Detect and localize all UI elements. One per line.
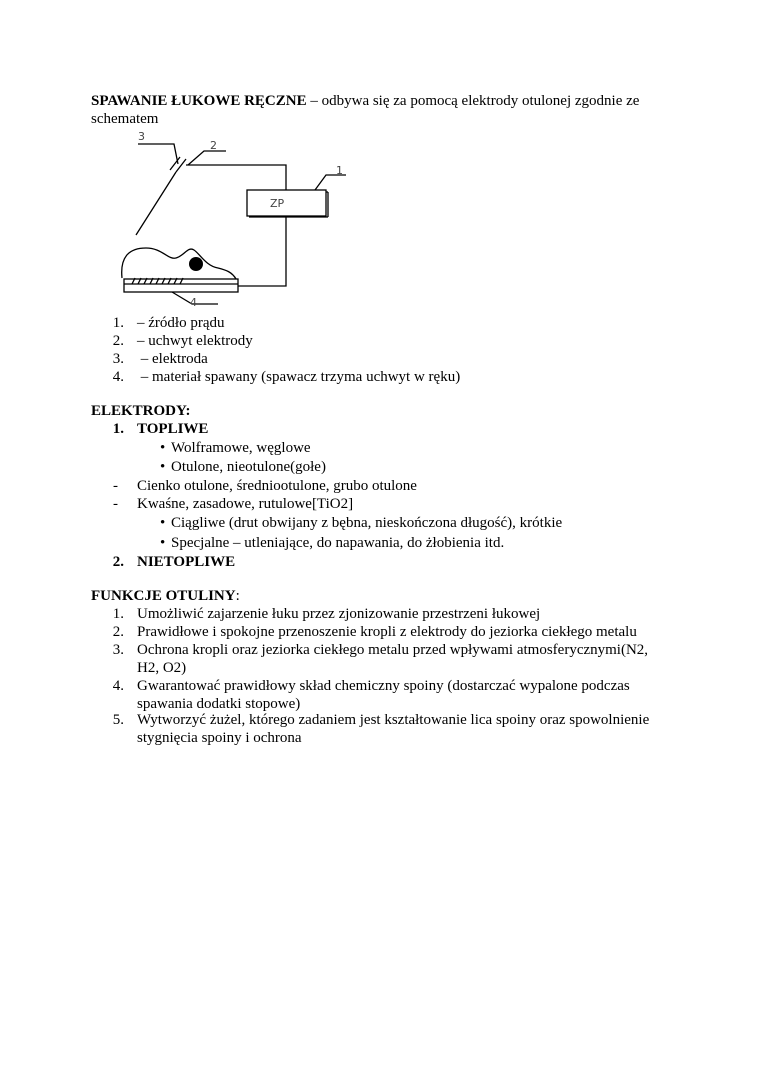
topliwe-num: 1. — [112, 421, 124, 437]
function-num-1: 1. — [112, 606, 124, 622]
legend-num-2: 2. — [112, 333, 124, 349]
function-item-5-line2: stygnięcia spoiny i ochrona — [137, 730, 302, 746]
functions-heading — [91, 587, 240, 605]
function-item-5-line1: Wytworzyć żużel, którego zadaniem jest kształtowanie lica spoiny oraz spowolnienie — [137, 712, 650, 728]
leader-line-1 — [315, 175, 346, 190]
functions-heading-text: FUNKCJE OTULINY — [91, 588, 236, 604]
legend-item-1: – źródło prądu — [137, 315, 225, 331]
legend-num-3: 3. — [112, 351, 124, 367]
legend-item-3: – elektroda — [137, 351, 208, 367]
legend-item-2: – uchwyt elektrody — [137, 333, 253, 349]
bullet-a-2: Otulone, nieotulone(gołe) — [171, 459, 326, 475]
intro-text-line1: – odbywa się za pomocą elektrody otulonej zgodnie ze — [306, 93, 640, 109]
bullet-b-2: Specjalne – utleniające, do napawania, do żłobienia itd. — [171, 535, 505, 551]
legend-num-1: 1. — [112, 315, 124, 331]
nietopliwe-label: NIETOPLIWE — [137, 554, 236, 570]
legend-item-4: – materiał spawany (spawacz trzyma uchwyt w ręku) — [137, 369, 461, 385]
function-num-2: 2. — [112, 624, 124, 640]
bullet-b-1: Ciągliwe (drut obwijany z bębna, nieskończona długość), krótkie — [171, 515, 563, 531]
function-item-2: Prawidłowe i spokojne przenoszenie kropli z elektrody do jeziorka ciekłego metalu — [137, 624, 637, 640]
diagram-label-1: 1 — [336, 164, 343, 177]
function-item-4-line2: spawania dodatki stopowe) — [137, 696, 301, 712]
function-item-4-line1: Gwarantować prawidłowy skład chemiczny spoiny (dostarczać wypalone podczas — [137, 678, 630, 694]
bullet-icon: • — [160, 459, 166, 475]
intro-title: SPAWANIE ŁUKOWE RĘCZNE — [91, 93, 307, 109]
diagram-label-3: 3 — [138, 130, 145, 143]
intro-paragraph — [91, 92, 639, 110]
welding-circuit-diagram — [110, 128, 350, 314]
bullet-icon: • — [160, 515, 166, 531]
function-item-1: Umożliwić zajarzenie łuku przez zjonizowanie przestrzeni łukowej — [137, 606, 541, 622]
legend-num-4: 4. — [112, 369, 124, 385]
box-label: ZP — [270, 197, 285, 210]
leader-line-2 — [188, 151, 226, 165]
function-num-5: 5. — [112, 712, 124, 728]
diagram-label-4: 4 — [190, 296, 197, 309]
function-num-3: 3. — [112, 642, 124, 658]
electrode-line — [136, 172, 176, 235]
dash-item-2: Kwaśne, zasadowe, rutulowe[TiO2] — [137, 496, 354, 512]
function-item-3-line1: Ochrona kropli oraz jeziorka ciekłego metalu przed wpływami atmosferycznymi(N2, — [137, 642, 649, 658]
intro-text-line2: schematem — [91, 111, 159, 127]
dash-icon: - — [113, 496, 118, 512]
functions-heading-suffix: : — [235, 588, 240, 604]
topliwe-label: TOPLIWE — [137, 421, 209, 437]
electrodes-heading: ELEKTRODY: — [91, 403, 191, 419]
metal-droplet — [189, 257, 203, 271]
power-source-box — [247, 190, 326, 216]
weld-bead — [122, 248, 236, 279]
function-num-4: 4. — [112, 678, 124, 694]
bullet-icon: • — [160, 440, 166, 456]
wire-bottom — [238, 216, 286, 286]
leader-line-3 — [138, 144, 178, 164]
function-item-3-line2: H2, O2) — [137, 660, 187, 676]
bullet-icon: • — [160, 535, 166, 551]
dash-icon: - — [113, 478, 118, 494]
wire-top — [186, 165, 286, 190]
dash-item-1: Cienko otulone, średniootulone, grubo otulone — [137, 478, 417, 494]
bullet-a-1: Wolframowe, węglowe — [171, 440, 311, 456]
diagram-label-2: 2 — [210, 139, 217, 152]
nietopliwe-num: 2. — [112, 554, 124, 570]
